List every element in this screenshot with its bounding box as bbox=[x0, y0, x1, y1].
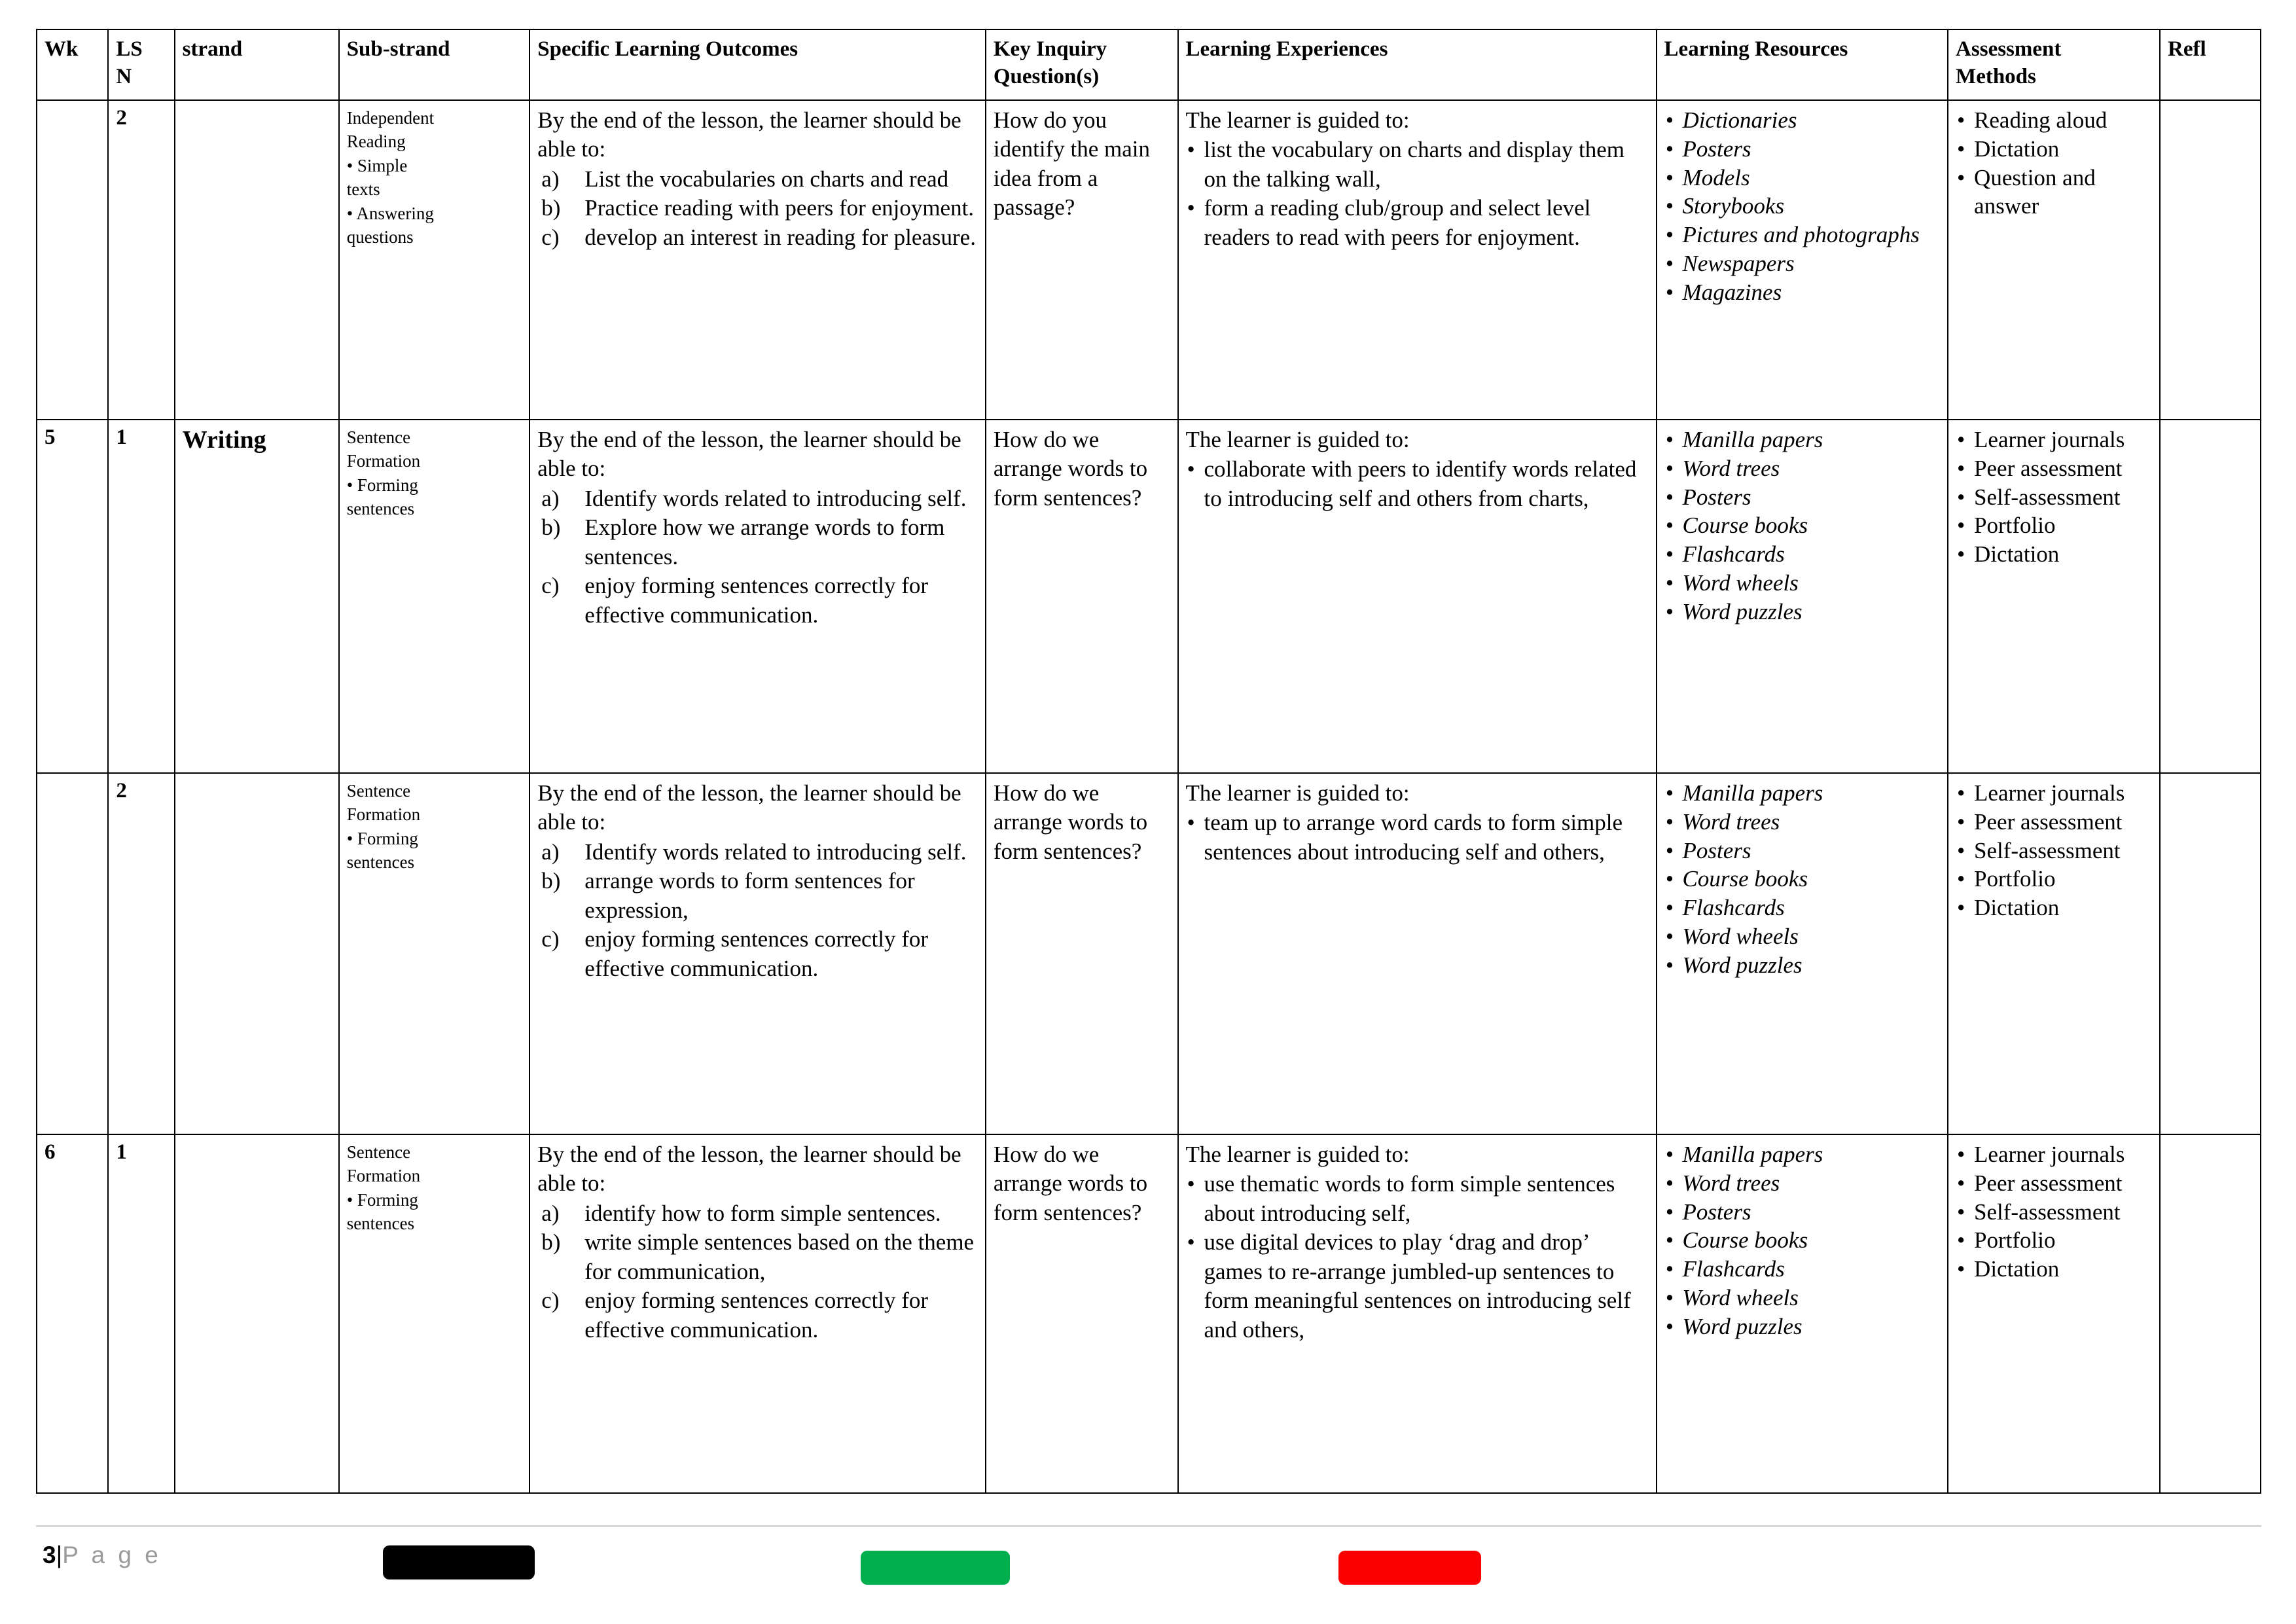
bullet-item: • collaborate with peers to identify words related to introducing self and others from charts, bbox=[1186, 455, 1650, 513]
column-header-specific-learning-outcomes bbox=[529, 29, 986, 100]
cell-substrand bbox=[339, 420, 530, 773]
header-line: Learning Resources bbox=[1664, 37, 1848, 61]
cell-specific-learning-outcomes bbox=[529, 1134, 986, 1493]
cell-week bbox=[37, 100, 108, 420]
cell-reflection bbox=[2160, 773, 2261, 1134]
slo-item-letter: c) bbox=[541, 573, 560, 599]
bullet-item: • Manilla papers bbox=[1664, 779, 1942, 808]
substrand-line: Formation bbox=[346, 804, 421, 825]
slo-list bbox=[537, 838, 979, 983]
table-body bbox=[37, 100, 2261, 1493]
bullet-item: • use digital devices to play ‘drag and drop’ games to re-arrange jumbled-up sentences to form meaningful sentences on introducing self and others, bbox=[1186, 1228, 1650, 1344]
bullet-item: • Learner journals bbox=[1956, 779, 2153, 808]
cell-reflection bbox=[2160, 1134, 2261, 1493]
cell-lesson-number: 2 bbox=[108, 773, 174, 1134]
cell-strand: Writing bbox=[175, 420, 339, 773]
cell-specific-learning-outcomes bbox=[529, 100, 986, 420]
bullet-item: • Peer assessment bbox=[1956, 1169, 2153, 1198]
cell-substrand bbox=[339, 100, 530, 420]
cell-week bbox=[37, 773, 108, 1134]
lex-lead: The learner is guided to: bbox=[1185, 1142, 1410, 1167]
cell-lesson-number: 2 bbox=[108, 100, 174, 420]
bullet-item: • Question and answer bbox=[1956, 164, 2153, 221]
slo-item-letter: c) bbox=[541, 224, 560, 250]
bullet-item: • Portfolio bbox=[1956, 511, 2153, 540]
slo-lead: By the end of the lesson, the learner should be able to: bbox=[537, 107, 961, 162]
cell-reflection bbox=[2160, 100, 2261, 420]
cell-learning-resources bbox=[1657, 100, 1948, 420]
substrand-line: texts bbox=[346, 179, 380, 200]
bullet-item: • Reading aloud bbox=[1956, 106, 2153, 135]
bullet-item: • Posters bbox=[1664, 135, 1942, 164]
column-header-lsn bbox=[108, 29, 174, 100]
bullet-item: • Word trees bbox=[1664, 808, 1942, 837]
slo-item: b) arrange words to form sentences for expression, bbox=[541, 868, 915, 923]
slo-lead: By the end of the lesson, the learner should be able to: bbox=[537, 1142, 961, 1197]
cell-learning-resources bbox=[1657, 420, 1948, 773]
cell-key-inquiry-question bbox=[986, 420, 1178, 773]
lex-list bbox=[1186, 455, 1650, 513]
slo-item-letter: b) bbox=[541, 868, 561, 894]
header-line: N bbox=[116, 65, 132, 89]
bullet-item: • Word puzzles bbox=[1664, 598, 1942, 626]
bullet-item: • Manilla papers bbox=[1664, 425, 1942, 454]
bullet-item: • Peer assessment bbox=[1956, 454, 2153, 483]
bullet-item: • Word trees bbox=[1664, 454, 1942, 483]
header-line: Methods bbox=[1956, 65, 2036, 89]
bullet-item: • Dictation bbox=[1956, 893, 2153, 922]
substrand-line: • Forming bbox=[346, 1189, 418, 1210]
bullet-item: • Word puzzles bbox=[1664, 951, 1942, 980]
slo-list bbox=[537, 165, 979, 252]
header-line: Wk bbox=[45, 37, 79, 61]
bullet-item: • Magazines bbox=[1664, 278, 1942, 307]
bullet-item: • Pictures and photographs bbox=[1664, 221, 1942, 249]
cell-week: 6 bbox=[37, 1134, 108, 1493]
slo-item: c) develop an interest in reading for pleasure. bbox=[537, 223, 979, 252]
resources-list bbox=[1664, 779, 1942, 979]
substrand-line: Formation bbox=[346, 1166, 421, 1186]
column-header-learning-resources bbox=[1657, 29, 1948, 100]
cell-strand bbox=[175, 773, 339, 1134]
bullet-item: • list the vocabulary on charts and display them on the talking wall, bbox=[1186, 135, 1650, 194]
page-number-label bbox=[43, 1542, 162, 1569]
cell-learning-resources bbox=[1657, 773, 1948, 1134]
bullet-item: • Flashcards bbox=[1664, 1255, 1942, 1284]
substrand-line: questions bbox=[346, 227, 414, 247]
resources-list bbox=[1664, 1140, 1942, 1341]
cell-substrand bbox=[339, 773, 530, 1134]
substrand-line: Reading bbox=[346, 132, 406, 152]
header-line: Refl bbox=[2168, 37, 2206, 61]
bullet-item: • Dictation bbox=[1956, 540, 2153, 569]
bullet-item: • form a reading club/group and select level readers to read with peers for enjoyment. bbox=[1186, 194, 1650, 252]
header-line: Specific Learning Outcomes bbox=[537, 37, 798, 61]
column-header-wk bbox=[37, 29, 108, 100]
assessment-list bbox=[1956, 106, 2153, 221]
bullet-item: • Posters bbox=[1664, 837, 1942, 865]
scheme-of-work-table bbox=[36, 29, 2261, 1494]
bullet-item: • Flashcards bbox=[1664, 893, 1942, 922]
substrand-line: sentences bbox=[346, 852, 415, 873]
header-line: Assessment bbox=[1956, 37, 2062, 61]
resources-list bbox=[1664, 106, 1942, 306]
slo-item: c) enjoy forming sentences correctly for effective communication. bbox=[541, 926, 929, 981]
kiq-text: How do you identify the main idea from a passage? bbox=[993, 107, 1150, 221]
column-header-refl bbox=[2160, 29, 2261, 100]
bullet-item: • Course books bbox=[1664, 511, 1942, 540]
cell-lesson-number: 1 bbox=[108, 420, 174, 773]
cell-specific-learning-outcomes bbox=[529, 420, 986, 773]
cell-assessment-methods bbox=[1948, 420, 2160, 773]
cell-learning-experiences bbox=[1178, 100, 1657, 420]
column-header-strand bbox=[175, 29, 339, 100]
slo-item-letter: b) bbox=[541, 514, 561, 541]
column-header-assessment-methods bbox=[1948, 29, 2160, 100]
lex-lead: The learner is guided to: bbox=[1185, 780, 1410, 806]
table-row bbox=[37, 100, 2261, 420]
slo-item-letter: b) bbox=[541, 1229, 561, 1255]
slo-item-letter: a) bbox=[541, 166, 560, 192]
cell-assessment-methods bbox=[1948, 773, 2160, 1134]
assessment-list bbox=[1956, 1140, 2153, 1284]
bullet-item: • Flashcards bbox=[1664, 540, 1942, 569]
slo-item: b) Practice reading with peers for enjoyment. bbox=[537, 194, 979, 223]
bullet-item: • Portfolio bbox=[1956, 1226, 2153, 1255]
slo-item-letter: a) bbox=[541, 839, 560, 865]
bullet-item: • Posters bbox=[1664, 483, 1942, 512]
bullet-item: • Word wheels bbox=[1664, 569, 1942, 598]
bullet-item: • Course books bbox=[1664, 1226, 1942, 1255]
cell-learning-experiences bbox=[1178, 773, 1657, 1134]
slo-item-letter: c) bbox=[541, 926, 560, 952]
slo-item: c) enjoy forming sentences correctly for effective communication. bbox=[541, 1288, 929, 1343]
assessment-list bbox=[1956, 779, 2153, 922]
slo-item: b) Explore how we arrange words to form sentences. bbox=[541, 514, 945, 569]
lex-lead: The learner is guided to: bbox=[1185, 427, 1410, 452]
bullet-item: • Word wheels bbox=[1664, 922, 1942, 951]
cell-specific-learning-outcomes bbox=[529, 773, 986, 1134]
bullet-item: • Newspapers bbox=[1664, 249, 1942, 278]
table-row bbox=[37, 773, 2261, 1134]
bullet-item: • Course books bbox=[1664, 865, 1942, 893]
header-line: strand bbox=[182, 37, 243, 61]
cell-reflection bbox=[2160, 420, 2261, 773]
slo-item-letter: a) bbox=[541, 485, 560, 511]
cell-strand bbox=[175, 100, 339, 420]
substrand-line: sentences bbox=[346, 1214, 415, 1234]
bullet-item: • Self-assessment bbox=[1956, 1198, 2153, 1227]
slo-item: b) write simple sentences based on the theme for communication, bbox=[541, 1229, 975, 1284]
table-row bbox=[37, 1134, 2261, 1493]
lex-list bbox=[1186, 1170, 1650, 1344]
bullet-item: • use thematic words to form simple sentences about introducing self, bbox=[1186, 1170, 1650, 1228]
bullet-item: • team up to arrange word cards to form simple sentences about introducing self and others, bbox=[1186, 808, 1650, 867]
column-header-key-inquiry-questions bbox=[986, 29, 1178, 100]
slo-item: a) Identify words related to introducing self. bbox=[537, 484, 979, 513]
cell-strand bbox=[175, 1134, 339, 1493]
slo-lead: By the end of the lesson, the learner should be able to: bbox=[537, 427, 961, 482]
slo-item: a) identify how to form simple sentences. bbox=[537, 1199, 979, 1228]
substrand-line: sentences bbox=[346, 499, 415, 519]
slo-list bbox=[537, 1199, 979, 1344]
substrand-line: • Simple bbox=[346, 155, 408, 175]
bullet-item: • Storybooks bbox=[1664, 192, 1942, 221]
bullet-item: • Word wheels bbox=[1664, 1284, 1942, 1312]
lex-lead: The learner is guided to: bbox=[1185, 107, 1410, 133]
substrand-line: Sentence bbox=[346, 1142, 411, 1162]
bullet-item: • Manilla papers bbox=[1664, 1140, 1942, 1169]
substrand-line: • Answering bbox=[346, 203, 434, 223]
header-line: LS bbox=[116, 37, 143, 61]
header-line: Learning Experiences bbox=[1185, 37, 1388, 61]
kiq-text: How do we arrange words to form sentences? bbox=[993, 1142, 1148, 1225]
cell-lesson-number: 1 bbox=[108, 1134, 174, 1493]
bullet-item: • Self-assessment bbox=[1956, 483, 2153, 512]
header-line: Sub-strand bbox=[346, 37, 450, 61]
slo-lead: By the end of the lesson, the learner should be able to: bbox=[537, 780, 961, 835]
cell-week: 5 bbox=[37, 420, 108, 773]
cell-assessment-methods bbox=[1948, 100, 2160, 420]
substrand-line: Independent bbox=[346, 108, 435, 128]
bullet-item: • Word puzzles bbox=[1664, 1312, 1942, 1341]
resources-list bbox=[1664, 425, 1942, 626]
black-bar bbox=[383, 1545, 535, 1579]
column-header-substrand bbox=[339, 29, 530, 100]
bullet-item: • Dictation bbox=[1956, 135, 2153, 164]
slo-item-letter: a) bbox=[541, 1200, 560, 1226]
table-row bbox=[37, 420, 2261, 773]
page-label-word: P a g e bbox=[62, 1542, 162, 1568]
substrand-line: Formation bbox=[346, 451, 421, 471]
cell-assessment-methods bbox=[1948, 1134, 2160, 1493]
slo-item: a) List the vocabularies on charts and read bbox=[537, 165, 979, 194]
slo-item: a) Identify words related to introducing self. bbox=[537, 838, 979, 867]
lex-list bbox=[1186, 135, 1650, 252]
bullet-item: • Learner journals bbox=[1956, 1140, 2153, 1169]
slo-list bbox=[537, 484, 979, 630]
slo-item: c) enjoy forming sentences correctly for effective communication. bbox=[541, 573, 929, 628]
bullet-item: • Learner journals bbox=[1956, 425, 2153, 454]
cell-learning-experiences bbox=[1178, 420, 1657, 773]
header-line: Question(s) bbox=[993, 65, 1100, 89]
substrand-line: Sentence bbox=[346, 781, 411, 801]
bullet-item: • Peer assessment bbox=[1956, 808, 2153, 837]
table-header-row bbox=[37, 29, 2261, 100]
green-bar bbox=[861, 1551, 1010, 1585]
cell-key-inquiry-question bbox=[986, 1134, 1178, 1493]
slo-item-letter: b) bbox=[541, 195, 561, 221]
bullet-item: • Self-assessment bbox=[1956, 837, 2153, 865]
substrand-line: Sentence bbox=[346, 427, 411, 447]
slo-item-letter: c) bbox=[541, 1288, 560, 1314]
bullet-item: • Dictation bbox=[1956, 1255, 2153, 1284]
lex-list bbox=[1186, 808, 1650, 867]
cell-key-inquiry-question bbox=[986, 773, 1178, 1134]
bullet-item: • Models bbox=[1664, 164, 1942, 192]
footer-content bbox=[36, 1527, 2261, 1606]
red-bar bbox=[1338, 1551, 1481, 1585]
substrand-line: • Forming bbox=[346, 475, 418, 495]
bullet-item: • Portfolio bbox=[1956, 865, 2153, 893]
bullet-item: • Posters bbox=[1664, 1198, 1942, 1227]
kiq-text: How do we arrange words to form sentences? bbox=[993, 427, 1148, 511]
header-line: Key Inquiry bbox=[993, 37, 1107, 61]
assessment-list bbox=[1956, 425, 2153, 569]
cell-key-inquiry-question bbox=[986, 100, 1178, 420]
column-header-learning-experiences bbox=[1178, 29, 1657, 100]
kiq-text: How do we arrange words to form sentences? bbox=[993, 780, 1148, 864]
page-label-separator: | bbox=[56, 1542, 63, 1568]
bullet-item: • Word trees bbox=[1664, 1169, 1942, 1198]
bullet-item: • Dictionaries bbox=[1664, 106, 1942, 135]
page-footer bbox=[36, 1525, 2261, 1606]
cell-substrand bbox=[339, 1134, 530, 1493]
page-number: 3 bbox=[43, 1542, 56, 1568]
cell-learning-experiences bbox=[1178, 1134, 1657, 1493]
substrand-line: • Forming bbox=[346, 828, 418, 848]
cell-learning-resources bbox=[1657, 1134, 1948, 1493]
